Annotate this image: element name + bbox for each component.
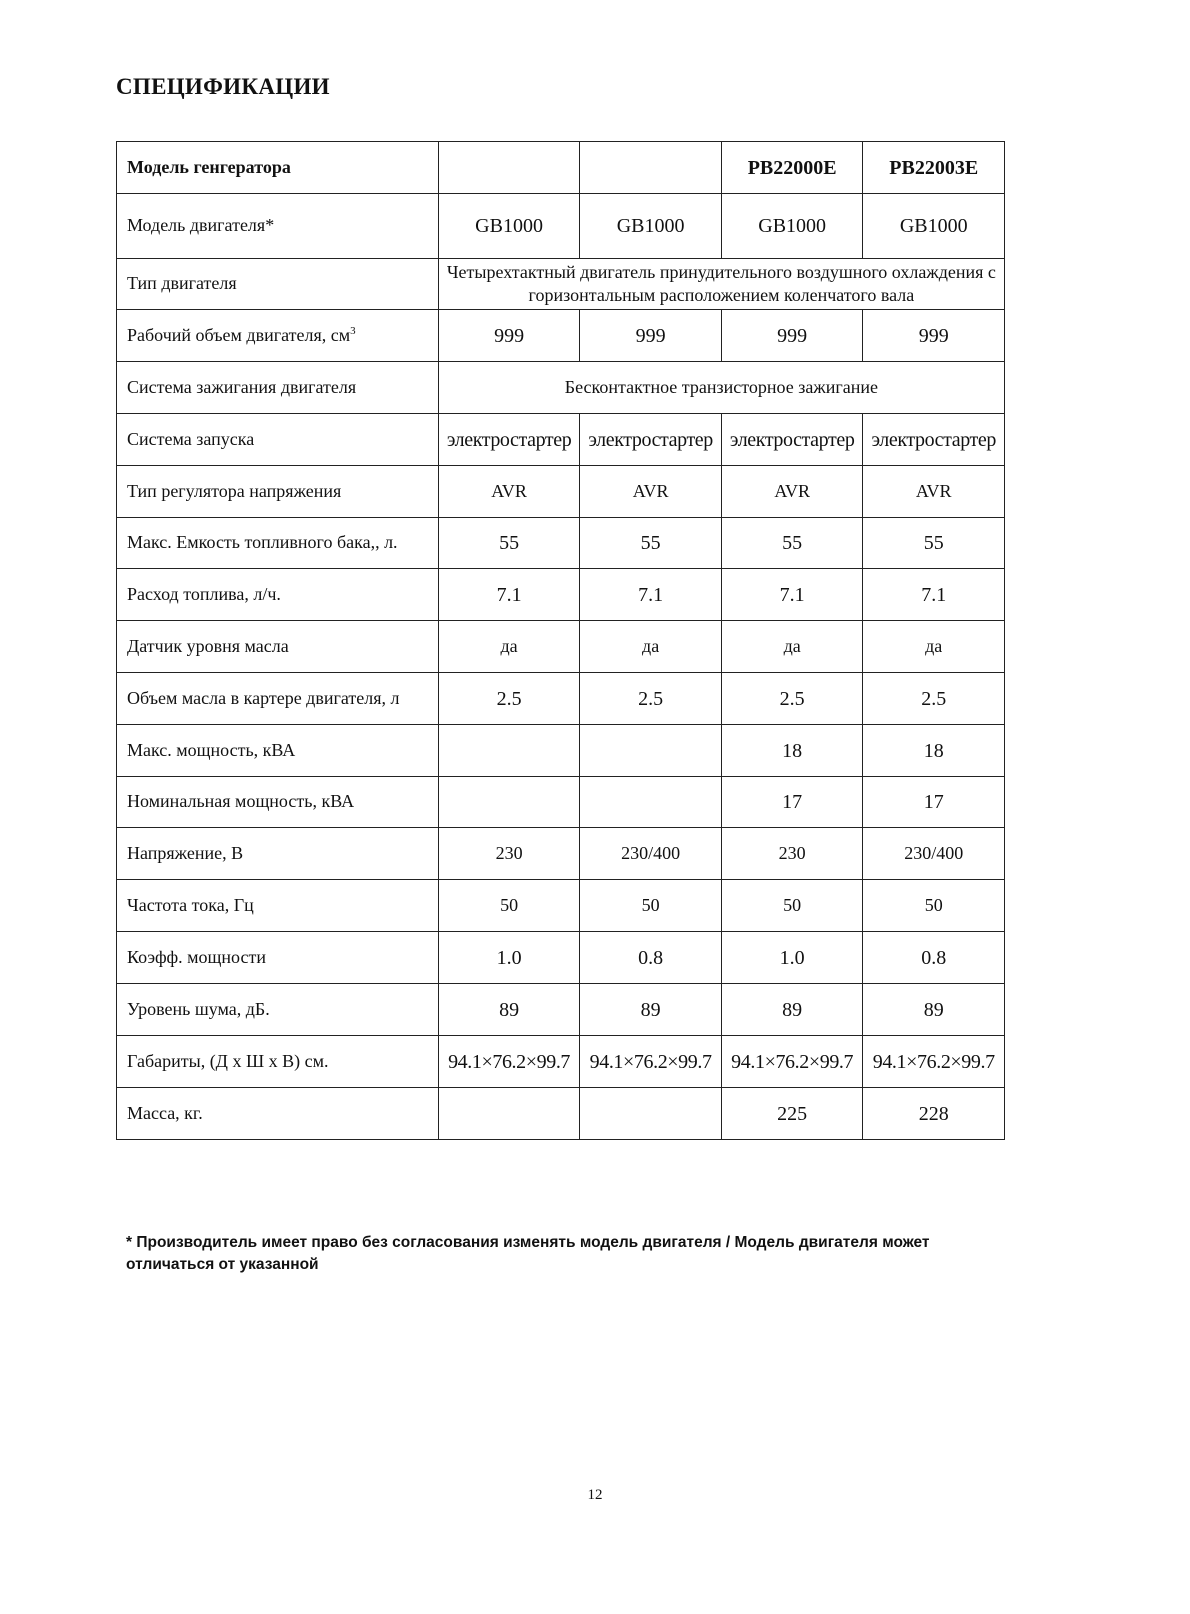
- row-label: Напряжение, В: [117, 828, 439, 880]
- value-cell: 999: [580, 310, 722, 362]
- value-cell: 1.0: [438, 932, 580, 984]
- value-cell: да: [580, 621, 722, 673]
- value-cell: 55: [580, 518, 722, 569]
- value-cell: 7.1: [438, 569, 580, 621]
- value-cell: 228: [863, 1088, 1005, 1140]
- value-cell: 89: [863, 984, 1005, 1036]
- table-row: [117, 194, 1005, 259]
- row-label: Частота тока, Гц: [117, 880, 439, 932]
- value-cell: 17: [863, 777, 1005, 828]
- table-row: [117, 142, 1005, 194]
- value-cell: GB1000: [580, 194, 722, 259]
- row-label: Система зажигания двигателя: [117, 362, 439, 414]
- value-cell: 999: [438, 310, 580, 362]
- footnote: * Производитель имеет право без согласования изменять модель двигателя / Модель двигателя может отличаться от указанной: [126, 1234, 930, 1273]
- value-cell-merged: Бесконтактное транзисторное зажигание: [438, 362, 1004, 414]
- table-row: [117, 621, 1005, 673]
- value-cell: [438, 777, 580, 828]
- value-cell: 0.8: [580, 932, 722, 984]
- row-label-text: Рабочий объем двигателя, см: [127, 324, 351, 345]
- value-cell: 225: [721, 1088, 863, 1140]
- row-label: Система запуска: [117, 414, 439, 466]
- page-title: СПЕЦИФИКАЦИИ: [116, 74, 330, 99]
- table-row: [117, 569, 1005, 621]
- model-cell: [580, 142, 722, 194]
- row-label: Масса, кг.: [117, 1088, 439, 1140]
- value-cell: AVR: [580, 466, 722, 518]
- value-cell: 2.5: [863, 673, 1005, 725]
- value-cell: да: [721, 621, 863, 673]
- table-row: [117, 984, 1005, 1036]
- value-cell: 230: [438, 828, 580, 880]
- value-cell: 2.5: [438, 673, 580, 725]
- value-cell: электростартер: [438, 414, 580, 466]
- table-row: [117, 777, 1005, 828]
- table-row: [117, 414, 1005, 466]
- row-label: Коэфф. мощности: [117, 932, 439, 984]
- value-cell: 1.0: [721, 932, 863, 984]
- value-cell: [580, 725, 722, 777]
- value-cell: электростартер: [580, 414, 722, 466]
- value-cell: 55: [721, 518, 863, 569]
- value-cell: 89: [438, 984, 580, 1036]
- value-cell: 999: [721, 310, 863, 362]
- value-cell: 50: [438, 880, 580, 932]
- value-cell: 50: [863, 880, 1005, 932]
- specifications-table: [116, 141, 1005, 1140]
- value-cell: 7.1: [863, 569, 1005, 621]
- page-number: 12: [587, 1487, 603, 1503]
- value-cell: 999: [863, 310, 1005, 362]
- value-cell: AVR: [863, 466, 1005, 518]
- table-row: [117, 932, 1005, 984]
- table-row: [117, 310, 1005, 362]
- value-cell: 55: [863, 518, 1005, 569]
- value-cell: [438, 725, 580, 777]
- value-cell: AVR: [438, 466, 580, 518]
- value-cell: электростартер: [863, 414, 1005, 466]
- value-cell: 2.5: [580, 673, 722, 725]
- table-row: [117, 518, 1005, 569]
- value-cell: 50: [721, 880, 863, 932]
- table-row: [117, 880, 1005, 932]
- model-cell: [438, 142, 580, 194]
- value-cell: AVR: [721, 466, 863, 518]
- value-cell: 89: [580, 984, 722, 1036]
- row-label: [117, 310, 439, 362]
- value-cell: 230/400: [580, 828, 722, 880]
- value-cell: 94.1×76.2×99.7: [438, 1036, 580, 1088]
- value-cell: 230: [721, 828, 863, 880]
- value-cell: 89: [721, 984, 863, 1036]
- value-cell: [580, 1088, 722, 1140]
- table-row: [117, 362, 1005, 414]
- table-row: [117, 259, 1005, 310]
- row-label: Макс. мощность, кВА: [117, 725, 439, 777]
- table-row: [117, 1036, 1005, 1088]
- table-row: [117, 673, 1005, 725]
- value-cell: 7.1: [580, 569, 722, 621]
- value-cell: 0.8: [863, 932, 1005, 984]
- row-label: Тип регулятора напряжения: [117, 466, 439, 518]
- value-cell: 94.1×76.2×99.7: [721, 1036, 863, 1088]
- model-cell: PB22003E: [863, 142, 1005, 194]
- row-label: Габариты, (Д х Ш х В) см.: [117, 1036, 439, 1088]
- value-cell: 94.1×76.2×99.7: [863, 1036, 1005, 1088]
- row-label: Уровень шума, дБ.: [117, 984, 439, 1036]
- value-cell: 17: [721, 777, 863, 828]
- value-cell: да: [863, 621, 1005, 673]
- row-label: Тип двигателя: [117, 259, 439, 310]
- model-cell: PB22000E: [721, 142, 863, 194]
- row-label: Датчик уровня масла: [117, 621, 439, 673]
- value-cell: [580, 777, 722, 828]
- row-label: Номинальная мощность, кВА: [117, 777, 439, 828]
- table-row: [117, 725, 1005, 777]
- value-cell: [438, 1088, 580, 1140]
- value-cell: электростартер: [721, 414, 863, 466]
- row-label: Расход топлива, л/ч.: [117, 569, 439, 621]
- row-label: Модель двигателя*: [117, 194, 439, 259]
- row-label: Макс. Емкость топливного бака,, л.: [117, 518, 439, 569]
- table-row: [117, 466, 1005, 518]
- value-cell: 7.1: [721, 569, 863, 621]
- row-label: Модель генгератора: [117, 142, 439, 194]
- value-cell: GB1000: [438, 194, 580, 259]
- value-cell: 18: [721, 725, 863, 777]
- value-cell: 55: [438, 518, 580, 569]
- value-cell: 18: [863, 725, 1005, 777]
- value-cell: GB1000: [863, 194, 1005, 259]
- value-cell: да: [438, 621, 580, 673]
- value-cell: 94.1×76.2×99.7: [580, 1036, 722, 1088]
- table-row: [117, 1088, 1005, 1140]
- value-cell: 50: [580, 880, 722, 932]
- table-row: [117, 828, 1005, 880]
- value-cell: 230/400: [863, 828, 1005, 880]
- value-cell: GB1000: [721, 194, 863, 259]
- superscript: 3: [350, 324, 356, 337]
- row-label: Объем масла в картере двигателя, л: [117, 673, 439, 725]
- value-cell-merged: Четырехтактный двигатель принудительного воздушного охлаждения с горизонтальным расположением коленчатого вала: [438, 259, 1004, 310]
- value-cell: 2.5: [721, 673, 863, 725]
